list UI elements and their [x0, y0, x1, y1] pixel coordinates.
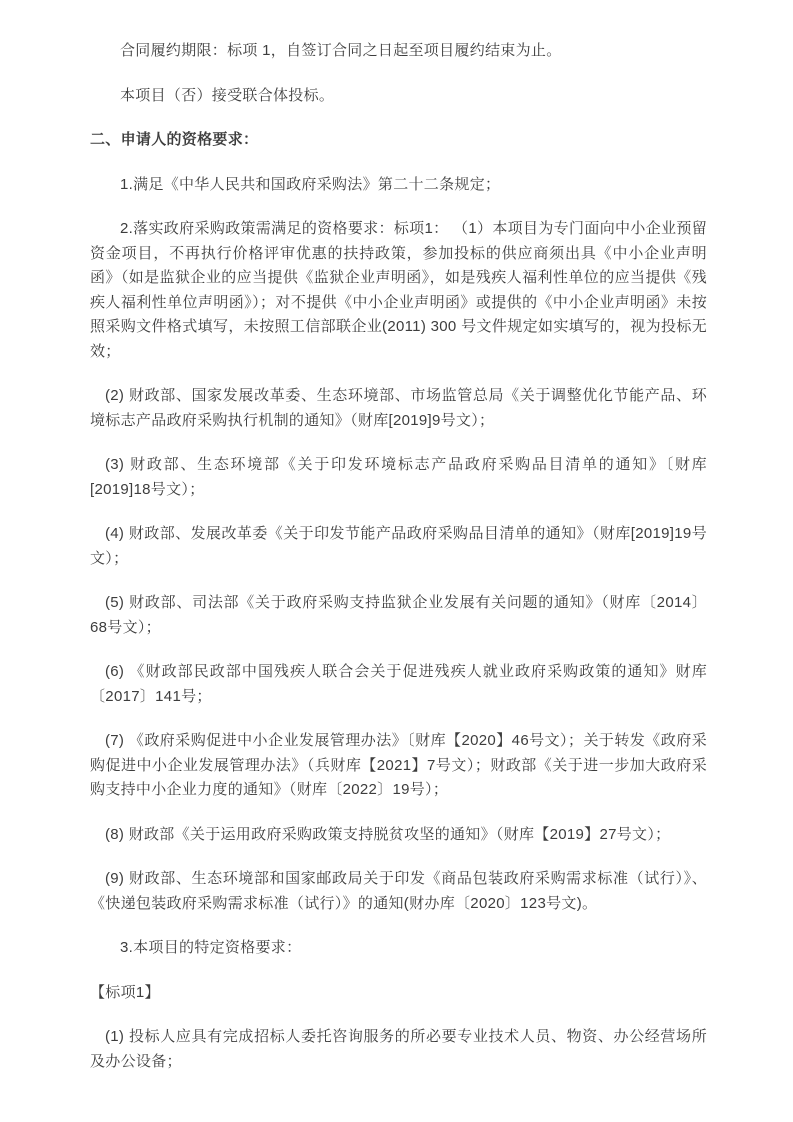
- paragraph-contract-term: 合同履约期限：标项 1，自签订合同之日起至项目履约结束为止。: [120, 42, 562, 59]
- section-heading-qualifications: 二、申请人的资格要求：: [90, 131, 259, 148]
- paragraph-requirement-3: 3.本项目的特定资格要求：: [120, 939, 302, 956]
- paragraph-policy-item-9: (9) 财政部、生态环境部和国家邮政局关于印发《商品包装政府采购需求标准（试行）》、《快递包装政府采购需求标准（试行）》的通知(财办库〔2020〕123号文)。: [90, 870, 707, 912]
- paragraph-policy-item-2: (2) 财政部、国家发展改革委、生态环境部、市场监管总局《关于调整优化节能产品、环境标志产品政府采购执行机制的通知》（财库[2019]9号文）；: [90, 387, 707, 429]
- paragraph-policy-item-5: (5) 财政部、司法部《关于政府采购支持监狱企业发展有关问题的通知》（财库〔2014〕68号文）；: [90, 594, 707, 636]
- paragraph-policy-item-7: (7) 《政府采购促进中小企业发展管理办法》〔财库【2020】46号文）；关于转发《政府采购促进中小企业发展管理办法》（兵财库【2021】7号文）；财政部《关于进一步加大政府采购支持中小企业力度的通知》（财库〔2022〕19号）；: [90, 732, 707, 798]
- paragraph-requirement-2: 2.落实政府采购政策需满足的资格要求：标项1： （1）本项目为专门面向中小企业预留资金项目，不再执行价格评审优惠的扶持政策，参加投标的供应商须出具《中小企业声明函》（如是监狱企业的应当提供《监狱企业声明函》，如是残疾人福利性单位的应当提供《残疾人福利性单位声明函》）；对不提供《中小企业声明函》或提供的《中小企业声明函》未按照采购文件格式填写，未按照工信部联企业(2011) 300 号文件规定如实填写的，视为投标无效；: [90, 220, 707, 360]
- paragraph-policy-item-6: (6) 《财政部民政部中国残疾人联合会关于促进残疾人就业政府采购政策的通知》财库〔2017〕141号；: [90, 663, 707, 705]
- paragraph-policy-item-3: (3) 财政部、生态环境部《关于印发环境标志产品政府采购品目清单的通知》〔财库[2019]18号文）；: [90, 456, 707, 498]
- paragraph-policy-item-4: (4) 财政部、发展改革委《关于印发节能产品政府采购品目清单的通知》（财库[2019]19号文）；: [90, 525, 707, 567]
- label-bid-item-1: 【标项1】: [90, 983, 160, 1001]
- paragraph-requirement-1: 1.满足《中华人民共和国政府采购法》第二十二条规定；: [120, 175, 501, 193]
- paragraph-policy-item-8: (8) 财政部《关于运用政府采购政策支持脱贫攻坚的通知》（财库【2019】27号文）；: [105, 825, 671, 843]
- paragraph-consortium-bid: 本项目（否）接受联合体投标。: [120, 86, 335, 104]
- paragraph-specific-req-1: (1) 投标人应具有完成招标人委托咨询服务的所必要专业技术人员、物资、办公经营场所及办公设备；: [90, 1028, 707, 1070]
